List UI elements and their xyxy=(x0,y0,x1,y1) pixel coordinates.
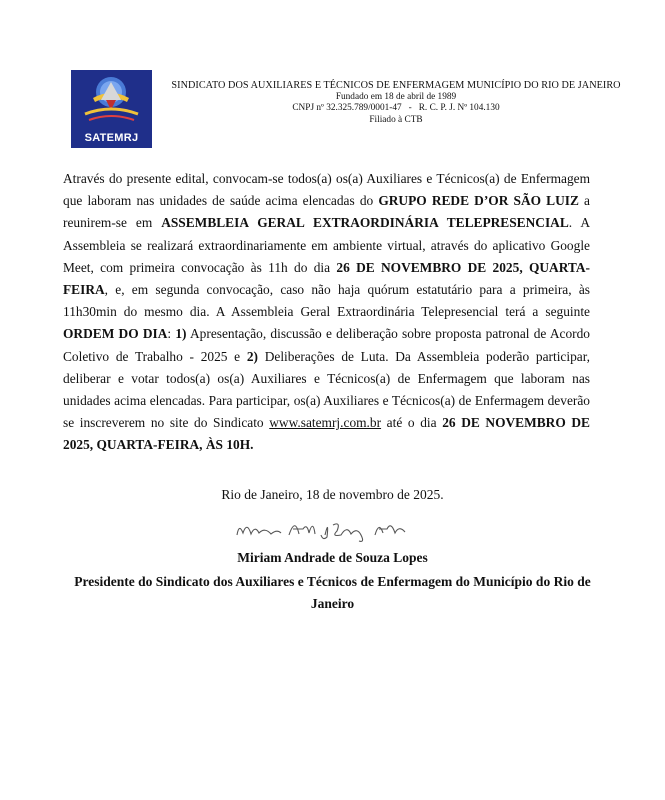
assembly-type: ASSEMBLEIA GERAL EXTRAORDINÁRIA TELEPRESENCIAL xyxy=(161,215,569,231)
handwritten-signature xyxy=(225,513,425,543)
agenda-item-number: 2) xyxy=(246,348,258,364)
agenda-item-number: 1) xyxy=(175,326,187,342)
signer-role: Presidente do Sindicato dos Auxiliares e Técnicos de Enfermagem do Município do Rio de Janeiro xyxy=(74,574,591,611)
body-text: . A Assembleia se realizará extraordinariamente em ambiente virtual, através do aplicativo Google Meet, com primeira convocação às 11h do dia xyxy=(63,215,590,275)
employer-group: GRUPO REDE D’OR SÃO LUIZ xyxy=(378,193,579,209)
affiliation: Filiado à CTB xyxy=(369,114,423,125)
registration-separator: - xyxy=(408,103,412,114)
place-date: Rio de Janeiro, 18 de novembro de 2025. xyxy=(221,487,444,502)
edital-body xyxy=(63,168,590,457)
letterhead xyxy=(170,80,622,126)
founded-date: Fundado em 18 de abril de 1989 xyxy=(335,91,457,102)
registration-line xyxy=(170,103,622,115)
assembly-date: 26 DE NOVEMBRO DE 2025, QUARTA-FEIRA xyxy=(63,259,590,298)
union-title: SINDICATO DOS AUXILIARES E TÉCNICOS DE ENFERMAGEM MUNICÍPIO DO RIO DE JANEIRO xyxy=(171,80,621,91)
logo-label: SATEMRJ xyxy=(84,132,139,144)
body-text: Apresentação, discussão e deliberação sobre proposta patronal de Acordo Coletivo de Trabalho - 2025 e xyxy=(63,326,590,364)
rcpj-number: R. C. P. J. Nº 104.130 xyxy=(418,103,500,114)
agenda-heading: ORDEM DO DIA xyxy=(63,326,168,342)
union-website-link[interactable]: www.satemrj.com.br xyxy=(269,415,382,431)
signer-name: Miriam Andrade de Souza Lopes xyxy=(237,550,428,565)
registration-deadline: 26 DE NOVEMBRO DE 2025, QUARTA-FEIRA, ÀS 10H. xyxy=(63,415,590,453)
logo-emblem-icon xyxy=(71,70,152,132)
body-text: , e, em segunda convocação, caso não haja quórum estatutário para a primeira, às 11h30min do mesmo dia. A Assembleia Geral Extraordinária Telepresencial terá a seguinte xyxy=(63,282,590,320)
body-text: Através do presente edital, convocam-se todos(a) os(a) Auxiliares e Técnicos(a) de Enfermagem que laboram nas unidades de saúde acima elencadas do xyxy=(63,171,590,209)
body-text: Deliberações de Luta. Da Assembleia poderão participar, deliberar e votar todos(a) os(a) Auxiliares e Técnicos(a) de Enfermagem que laboram nas unidades acima elencadas. Para participar, os(a) Auxiliares e Técnicos(a) de Enfermagem deverão se inscreverem no site do Sindicato xyxy=(63,348,590,431)
cnpj-number: CNPJ nº 32.325.789/0001-47 xyxy=(292,103,402,114)
satemrj-logo xyxy=(71,70,152,148)
body-text: : xyxy=(167,326,176,342)
body-text: a reunirem-se em xyxy=(63,193,590,231)
body-text: até o dia xyxy=(381,415,443,431)
